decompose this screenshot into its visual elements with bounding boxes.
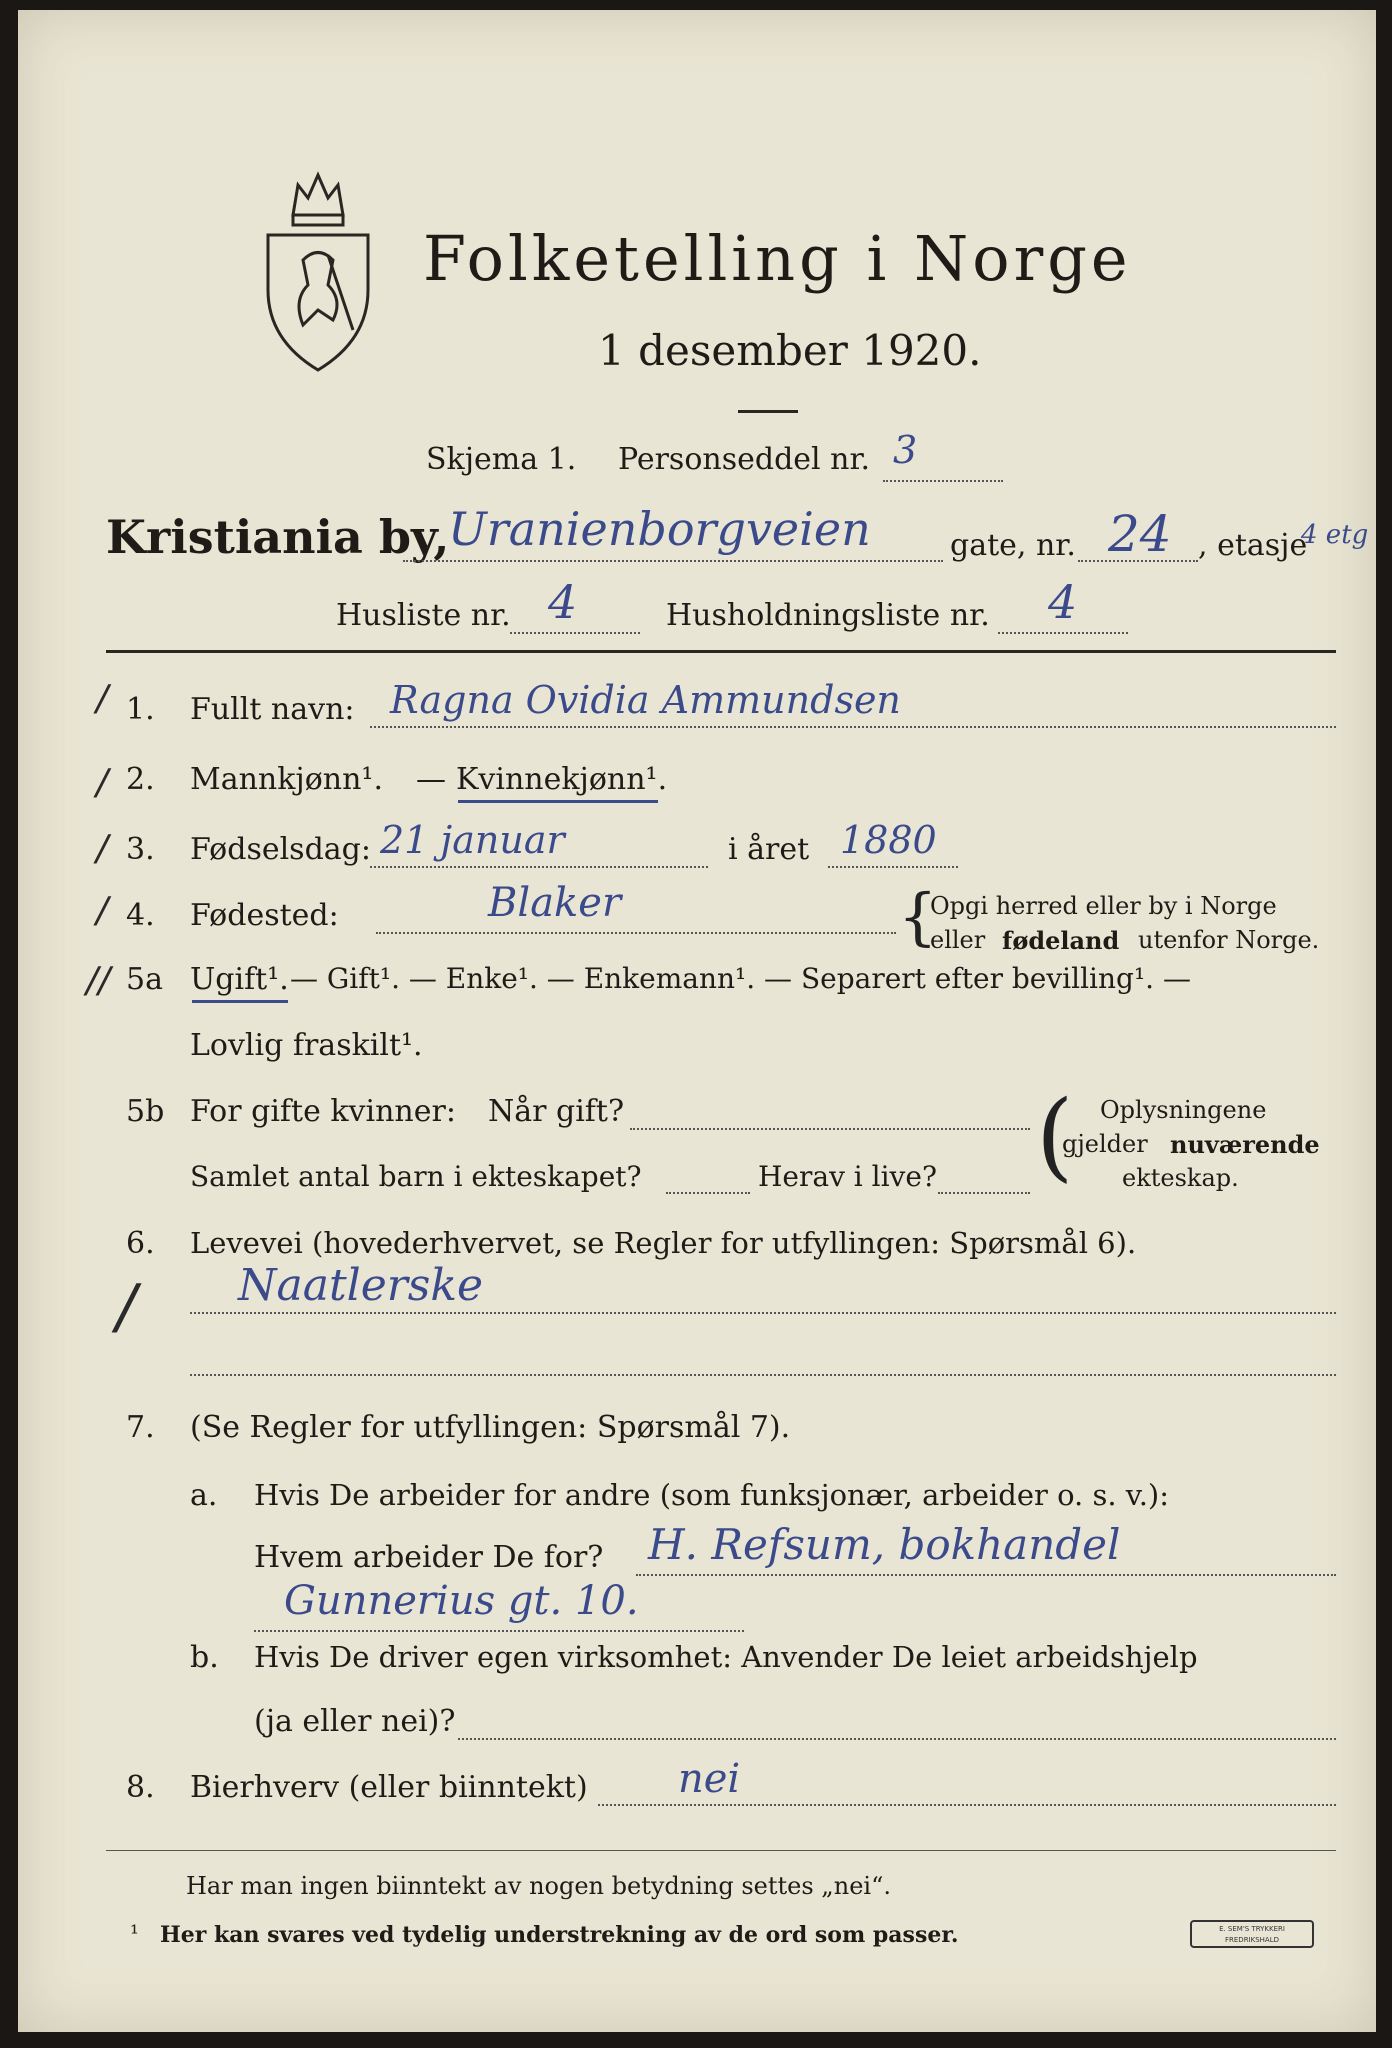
q5a-ugift: Ugift¹. xyxy=(190,962,289,997)
q4-label: Fødested: xyxy=(190,898,339,933)
q7a-value2: Gunnerius gt. 10. xyxy=(284,1578,639,1624)
q6-value: Naatlerske xyxy=(238,1260,484,1311)
check-mark-icon: / xyxy=(116,1272,137,1342)
personseddel-line xyxy=(883,480,1003,482)
q5b-alive-line xyxy=(938,1192,1030,1194)
q7-number: 7. xyxy=(126,1410,155,1445)
q4-note-line2-c: utenfor Norge. xyxy=(1138,926,1320,954)
etasje-value: 4 etg xyxy=(1301,520,1369,550)
printer-mark xyxy=(1190,1920,1314,1948)
q7b-text: Hvis De driver egen virksomhet: Anvender De leiet arbeidshjelp xyxy=(254,1640,1198,1674)
personseddel-value: 3 xyxy=(893,428,918,472)
q7a-text: Hvis De arbeider for andre (som funksjonær, arbeider o. s. v.): xyxy=(254,1478,1170,1512)
q4-value: Blaker xyxy=(488,880,622,926)
q3-year-value: 1880 xyxy=(840,818,937,862)
q5a-options: — Gift¹. — Enke¹. — Enkemann¹. — Separert efter bevilling¹. — xyxy=(290,962,1191,995)
check-mark-icon: // xyxy=(86,960,111,1001)
q7b-number: b. xyxy=(190,1640,219,1675)
q7a-line1 xyxy=(636,1574,1336,1576)
q2-number: 2. xyxy=(126,762,155,797)
q6-line1 xyxy=(190,1312,1336,1314)
q3-line xyxy=(370,866,708,868)
q5b-number: 5b xyxy=(126,1094,165,1129)
q2-male: Mannkjønn¹. xyxy=(190,762,383,797)
q5b-label: For gifte kvinner: xyxy=(190,1094,456,1129)
q4-note-line1: Opgi herred eller by i Norge xyxy=(930,892,1277,920)
check-mark-icon: / xyxy=(96,762,109,803)
q5b-alive: Herav i live? xyxy=(758,1160,937,1193)
footer-rule xyxy=(106,1850,1336,1851)
q8-number: 8. xyxy=(126,1770,155,1805)
q8-label: Bierhverv (eller biinntekt) xyxy=(190,1770,588,1805)
number-value: 24 xyxy=(1108,505,1172,563)
form-title: Folketelling i Norge xyxy=(423,222,1132,295)
printer-mark-text: E. SEM'S TRYKKERI FREDRIKSHALD xyxy=(1219,1925,1285,1944)
q5b-note-line1: Oplysningene xyxy=(1100,1096,1267,1124)
q5b-note-line3: ekteskap. xyxy=(1122,1164,1239,1192)
q4-note-brace: { xyxy=(898,880,938,953)
street-line xyxy=(403,560,943,562)
check-mark-icon: / xyxy=(96,828,109,869)
q4-line xyxy=(376,932,896,934)
q7b-question: (ja eller nei)? xyxy=(254,1704,456,1739)
city-label: Kristiania by, xyxy=(106,510,450,564)
q7a-value1: H. Refsum, bokhandel xyxy=(648,1520,1121,1569)
check-mark-icon: / xyxy=(96,890,109,931)
q8-line xyxy=(598,1804,1336,1806)
q6-label: Levevei (hovederhvervet, se Regler for utfyllingen: Spørsmål 6). xyxy=(190,1226,1137,1260)
footer-note: Har man ingen biinntekt av nogen betydning settes „nei“. xyxy=(186,1872,891,1900)
q3-label: Fødselsdag: xyxy=(190,832,371,867)
q7-label: (Se Regler for utfyllingen: Spørsmål 7). xyxy=(190,1410,791,1445)
schema-label: Skjema 1. xyxy=(426,442,577,477)
q2-sep: — xyxy=(416,762,446,797)
q3-value: 21 januar xyxy=(380,818,565,862)
q5b-when: Når gift? xyxy=(488,1094,625,1129)
q1-number: 1. xyxy=(126,692,155,727)
header-rule xyxy=(106,650,1336,653)
street-value: Uranienborgveien xyxy=(448,502,871,556)
q7a-line2 xyxy=(254,1630,744,1632)
etasje-label: , etasje xyxy=(1198,528,1308,563)
q3-year-label: i året xyxy=(728,832,810,867)
q3-year-line xyxy=(828,866,958,868)
q4-note-line2-b: fødeland xyxy=(1002,926,1120,955)
gate-label: gate, nr. xyxy=(950,528,1076,563)
census-form-sheet xyxy=(18,10,1376,2032)
q5a-number: 5a xyxy=(126,962,163,997)
footnote-text: Her kan svares ved tydelig understrekning av de ord som passer. xyxy=(160,1922,959,1948)
husholdning-label: Husholdningsliste nr. xyxy=(666,598,990,633)
q5b-children: Samlet antal barn i ekteskapet? xyxy=(190,1160,642,1193)
husliste-line xyxy=(510,632,640,634)
q1-line xyxy=(370,726,1336,728)
q8-value: nei xyxy=(678,1756,741,1802)
title-divider xyxy=(738,410,798,413)
q3-number: 3. xyxy=(126,832,155,867)
q4-note-line2-a: eller xyxy=(930,926,986,954)
husliste-value: 4 xyxy=(548,575,578,629)
census-date: 1 desember 1920. xyxy=(598,326,982,375)
q7a-number: a. xyxy=(190,1478,218,1513)
personseddel-label: Personseddel nr. xyxy=(618,442,871,477)
check-mark-icon: / xyxy=(96,678,109,719)
q1-label: Fullt navn: xyxy=(190,692,355,727)
footnote-mark: ¹ xyxy=(130,1922,139,1947)
q2-female: Kvinnekjønn¹. xyxy=(456,762,668,797)
q5b-note-brace: ( xyxy=(1036,1080,1074,1192)
q6-line2 xyxy=(190,1374,1336,1376)
q1-value: Ragna Ovidia Ammundsen xyxy=(390,678,901,722)
q5b-note-line2-b: nuværende xyxy=(1170,1130,1320,1159)
q5b-when-line xyxy=(630,1128,1030,1130)
q2-female-underline xyxy=(458,800,658,803)
husholdning-value: 4 xyxy=(1048,575,1078,629)
q5b-note-line2-a: gjelder xyxy=(1062,1130,1148,1158)
q7b-line xyxy=(458,1738,1336,1740)
husholdning-line xyxy=(998,632,1128,634)
q5a-ugift-underline xyxy=(192,1000,288,1003)
coat-of-arms-icon xyxy=(258,160,378,375)
q6-number: 6. xyxy=(126,1226,155,1261)
q4-number: 4. xyxy=(126,898,155,933)
q7a-who: Hvem arbeider De for? xyxy=(254,1540,604,1575)
q5a-line2: Lovlig fraskilt¹. xyxy=(190,1028,423,1063)
q5b-children-line xyxy=(666,1192,750,1194)
husliste-label: Husliste nr. xyxy=(336,598,511,633)
